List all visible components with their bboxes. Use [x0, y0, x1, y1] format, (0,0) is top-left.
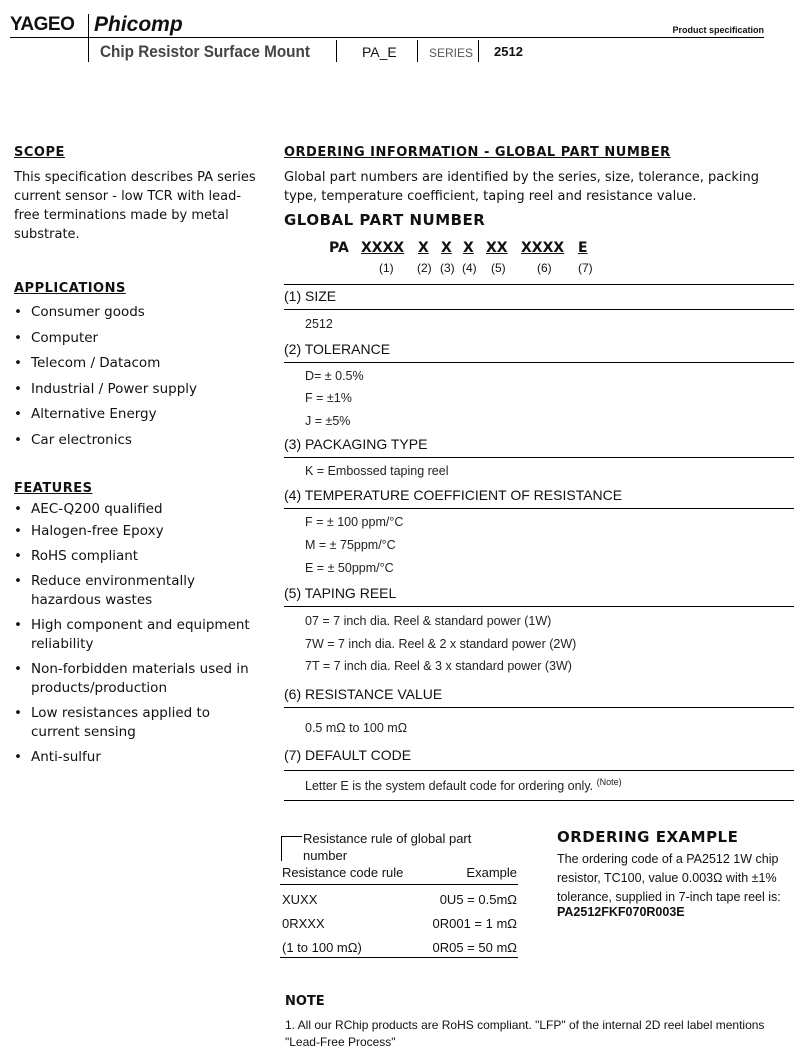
scope-heading: SCOPE — [14, 145, 65, 160]
list-item: • Telecom / Datacom — [13, 355, 263, 381]
default-item — [305, 777, 622, 793]
note-text: 1. All our RChip products are RoHS compliant. "LFP" of the internal 2D reel label mentions "Lead-Free Process" — [285, 1018, 765, 1049]
code-part-tolerance: X — [418, 240, 429, 256]
code-number: (1) — [379, 261, 394, 275]
phicomp-logo: Phicomp — [94, 13, 183, 36]
header-divider — [336, 40, 337, 62]
code-number: (3) — [440, 261, 455, 275]
applications-list — [13, 304, 263, 457]
group-rule — [284, 309, 794, 310]
note-heading: NOTE — [285, 994, 325, 1009]
example-col-header: Example — [466, 865, 517, 880]
table-rule — [280, 884, 518, 885]
ordering-example-text: The ordering code of a PA2512 1W chip resistor, TC100, value 0.003Ω with ±1% tolerance, supplied in 7-inch tape reel is: — [557, 852, 781, 904]
tolerance-item: J = ±5% — [305, 414, 351, 428]
list-item: • Consumer goods — [13, 304, 263, 330]
size-item: 2512 — [305, 317, 333, 331]
list-item: • Low resistances applied to current sensing — [13, 704, 263, 742]
ordering-intro: Global part numbers are identified by the series, size, tolerance, packing type, temperature coefficient, taping reel and resistance value. — [284, 170, 759, 204]
reel-item: 7W = 7 inch dia. Reel & 2 x standard power (2W) — [305, 637, 577, 651]
note-ref: (Note) — [596, 777, 622, 787]
list-item: • Industrial / Power supply — [13, 381, 263, 407]
table-cell: (1 to 100 mΩ) — [282, 940, 362, 955]
code-number: (2) — [417, 261, 432, 275]
scope-text: This specification describes PA series current sensor - low TCR with lead-free terminations made by metal substrate. — [14, 170, 256, 242]
list-item: • High component and equipment reliability — [13, 616, 263, 654]
features-heading: FEATURES — [14, 481, 93, 496]
series-label: SERIES — [429, 46, 474, 60]
ordering-example-body — [557, 850, 797, 922]
ordering-example-title: ORDERING EXAMPLE — [557, 828, 739, 846]
code-part-reel: XX — [486, 240, 508, 256]
group-rule — [284, 508, 794, 509]
table-cell: 0U5 = 0.5mΩ — [439, 892, 517, 907]
size-code: 2512 — [494, 44, 523, 59]
packaging-group-title: (3) PACKAGING TYPE — [284, 436, 428, 452]
tcr-group-title: (4) TEMPERATURE COEFFICIENT OF RESISTANCE — [284, 487, 623, 503]
code-number: (7) — [578, 261, 593, 275]
resistance-group-title: (6) RESISTANCE VALUE — [284, 686, 443, 702]
code-part-packaging: X — [441, 240, 452, 256]
group-rule — [284, 770, 794, 771]
header-divider — [417, 40, 418, 62]
code-part-default: E — [578, 240, 588, 256]
header-rule — [10, 37, 764, 38]
document-title: Chip Resistor Surface Mount — [100, 42, 310, 61]
yageo-logo: YAGEO — [10, 14, 75, 35]
code-number: (4) — [462, 261, 477, 275]
table-cell: 0RXXX — [282, 916, 325, 931]
reel-item: 7T = 7 inch dia. Reel & 3 x standard power (3W) — [305, 659, 572, 673]
rule-bracket — [281, 836, 302, 861]
table-rule — [280, 957, 518, 958]
list-item: • Halogen-free Epoxy — [13, 522, 263, 541]
header-divider — [478, 40, 479, 62]
gpn-title: GLOBAL PART NUMBER — [284, 211, 486, 229]
group-rule — [284, 606, 794, 607]
group-rule — [284, 362, 794, 363]
tcr-item: F = ± 100 ppm/°C — [305, 515, 404, 529]
list-item: • AEC-Q200 qualified — [13, 500, 263, 519]
applications-heading: APPLICATIONS — [14, 281, 126, 296]
group-rule — [284, 457, 794, 458]
code-prefix: PA — [329, 240, 349, 256]
list-item: • Computer — [13, 330, 263, 356]
table-cell: XUXX — [282, 892, 318, 907]
size-group-title: (1) SIZE — [284, 288, 337, 304]
table-cell: 0R001 = 1 mΩ — [432, 916, 517, 931]
features-list — [13, 500, 263, 767]
list-item: • Anti-sulfur — [13, 748, 263, 767]
list-item: • Non-forbidden materials used in products/production — [13, 660, 263, 698]
reel-item: 07 = 7 inch dia. Reel & standard power (1W) — [305, 614, 552, 628]
product-spec-label: Product specification — [672, 25, 764, 35]
code-number: (5) — [491, 261, 506, 275]
group-rule — [284, 707, 794, 708]
tolerance-item: F = ±1% — [305, 391, 352, 405]
group-rule — [284, 800, 794, 801]
list-item: • Car electronics — [13, 432, 263, 458]
rule-col-header: Resistance code rule — [282, 865, 404, 880]
table-cell: 0R05 = 50 mΩ — [432, 940, 517, 955]
default-group-title: (7) DEFAULT CODE — [284, 747, 412, 763]
list-item: • RoHS compliant — [13, 547, 263, 566]
code-part-resistance: XXXX — [521, 240, 565, 256]
resistance-item: 0.5 mΩ to 100 mΩ — [305, 721, 408, 735]
tcr-item: M = ± 75ppm/°C — [305, 538, 396, 552]
tolerance-group-title: (2) TOLERANCE — [284, 341, 391, 357]
header-divider — [88, 14, 89, 62]
tolerance-item: D= ± 0.5% — [305, 369, 364, 383]
rule-title: Resistance rule of global part number — [303, 831, 472, 863]
ordering-heading: ORDERING INFORMATION - GLOBAL PART NUMBER — [284, 145, 671, 160]
list-item: • Alternative Energy — [13, 406, 263, 432]
code-number: (6) — [537, 261, 552, 275]
group-rule — [284, 284, 794, 285]
tcr-item: E = ± 50ppm/°C — [305, 561, 394, 575]
default-text: Letter E is the system default code for ordering only. — [305, 779, 594, 794]
code-part-size: XXXX — [361, 240, 405, 256]
packaging-item: K = Embossed taping reel — [305, 464, 449, 478]
model-code: PA_E — [362, 44, 397, 60]
reel-group-title: (5) TAPING REEL — [284, 585, 397, 601]
ordering-example-code: PA2512FKF070R003E — [557, 905, 685, 919]
list-item: • Reduce environmentally hazardous wastes — [13, 572, 263, 610]
code-part-tcr: X — [463, 240, 474, 256]
